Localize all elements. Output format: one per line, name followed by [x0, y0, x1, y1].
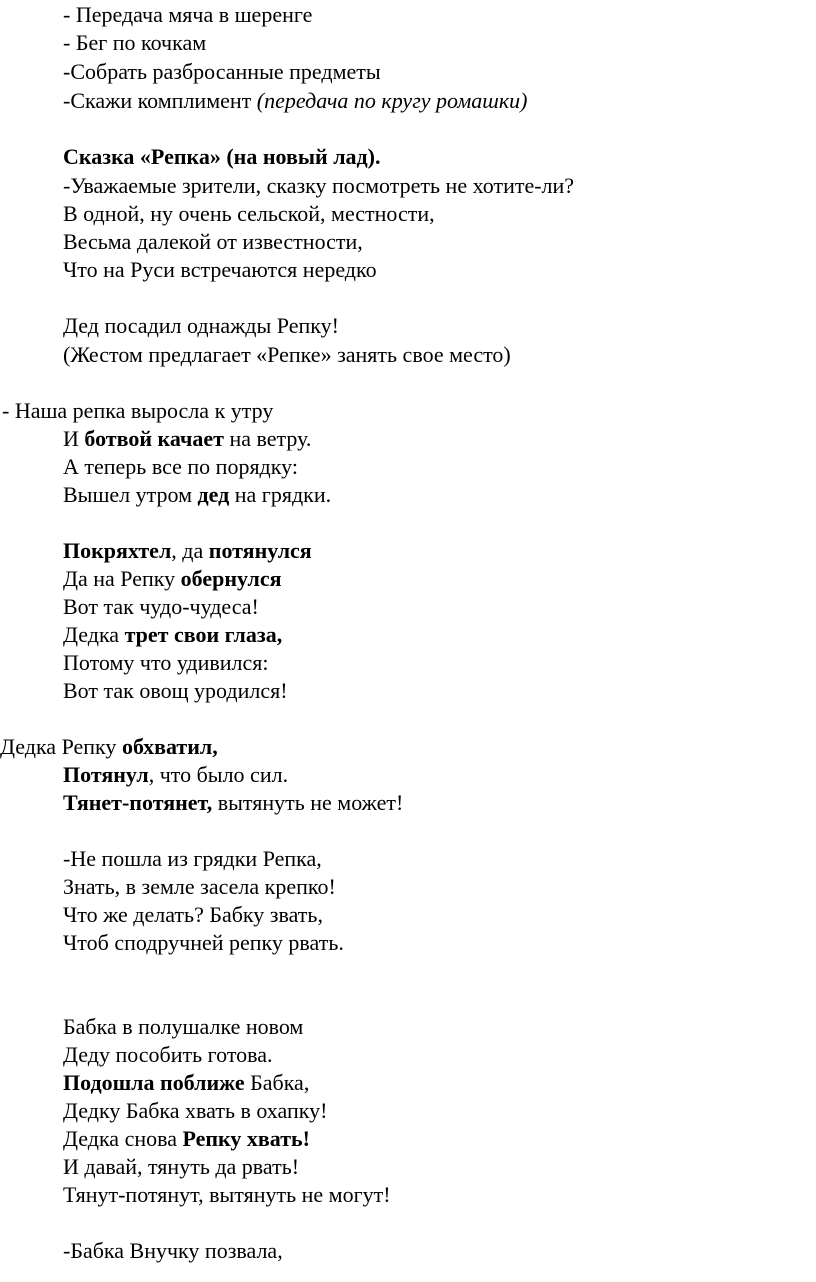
bold-span: обернулся: [180, 566, 282, 591]
bold-span: ботвой качает: [84, 426, 224, 451]
game-line-1: - Передача мяча в шеренге: [63, 2, 313, 27]
stanza2-line-5: Потому что удивился:: [63, 650, 269, 675]
text-span: на ветру.: [223, 426, 312, 451]
stanza5-line-4: Дедку Бабка хвать в охапку!: [63, 1098, 328, 1123]
bold-span: дед: [197, 482, 230, 507]
text-span: Дедка: [63, 622, 125, 647]
bold-span: потянулся: [208, 538, 312, 563]
stanza5-line-1: Бабка в полушалке новом: [63, 1014, 304, 1039]
stanza1-line-2: [63, 425, 311, 453]
text-span: Дедка Репку: [0, 734, 122, 759]
stanza3-line-3: [63, 789, 403, 817]
compliment-note: (передача по кругу ромашки): [256, 88, 528, 113]
text-span: И: [63, 426, 85, 451]
stanza2-line-6: Вот так овощ уродился!: [63, 678, 288, 703]
bold-span: Тянет-потянет,: [63, 790, 213, 815]
stanza4-line-2: Знать, в земле засела крепко!: [63, 874, 336, 899]
intro-line-4: Что на Руси встречаются нередко: [63, 257, 377, 282]
stanza2-line-2: [63, 565, 282, 593]
stage-direction: (Жестом предлагает «Репке» занять свое место): [63, 342, 511, 367]
stanza5-line-7: Тянут-потянут, вытянуть не могут!: [63, 1182, 391, 1207]
ded-posadil-line: Дед посадил однажды Репку!: [63, 313, 339, 338]
stanza5-line-6: И давай, тянуть да рвать!: [63, 1154, 300, 1179]
stanza4-line-1: -Не пошла из грядки Репка,: [63, 846, 322, 871]
text-span: Бабка,: [244, 1070, 310, 1095]
stanza2-line-3: Вот так чудо-чудеса!: [63, 594, 259, 619]
text-span: Вышел утром: [63, 482, 198, 507]
tale-title: Сказка «Репка» (на новый лад).: [63, 144, 381, 169]
bold-span: Репку хвать!: [182, 1126, 310, 1151]
game-line-2: - Бег по кочкам: [63, 30, 207, 55]
text-span: , да: [171, 538, 209, 563]
stanza2-line-1: [63, 537, 312, 565]
text-span: , что было сил.: [148, 762, 289, 787]
compliment-text: -Скажи комплимент: [63, 88, 257, 113]
stanza1-line-3: А теперь все по порядку:: [63, 454, 298, 479]
compliment-line: [63, 87, 527, 115]
stanza3-line-2: [63, 761, 288, 789]
game-line-3: -Собрать разбросанные предметы: [63, 59, 381, 84]
stanza5-line-3: [63, 1069, 309, 1097]
text-span: на грядки.: [229, 482, 332, 507]
bold-span: Потянул: [63, 762, 149, 787]
stanza5-line-5: [63, 1125, 310, 1153]
stanza1-line-1: - Наша репка выросла к утру: [2, 398, 274, 423]
stanza2-line-4: [63, 621, 282, 649]
text-span: Дедка снова: [63, 1126, 183, 1151]
stanza5-line-2: Деду пособить готова.: [63, 1042, 273, 1067]
bold-span: Подошла поближе: [63, 1070, 245, 1095]
bold-span: обхватил,: [121, 734, 218, 759]
text-span: вытянуть не может!: [212, 790, 404, 815]
stanza4-line-4: Чтоб сподручней репку рвать.: [63, 930, 344, 955]
bold-span: Покряхтел: [63, 538, 172, 563]
stanza3-line-1: [0, 733, 218, 761]
last-line: -Бабка Внучку позвала,: [63, 1238, 283, 1263]
stanza1-line-4: [63, 481, 331, 509]
intro-line-3: Весьма далекой от известности,: [63, 229, 363, 254]
text-span: Да на Репку: [63, 566, 181, 591]
bold-span: трет свои глаза,: [124, 622, 283, 647]
stanza4-line-3: Что же делать? Бабку звать,: [63, 902, 323, 927]
intro-line-2: В одной, ну очень сельской, местности,: [63, 201, 435, 226]
intro-line-1: -Уважаемые зрители, сказку посмотреть не хотите-ли?: [63, 173, 575, 198]
